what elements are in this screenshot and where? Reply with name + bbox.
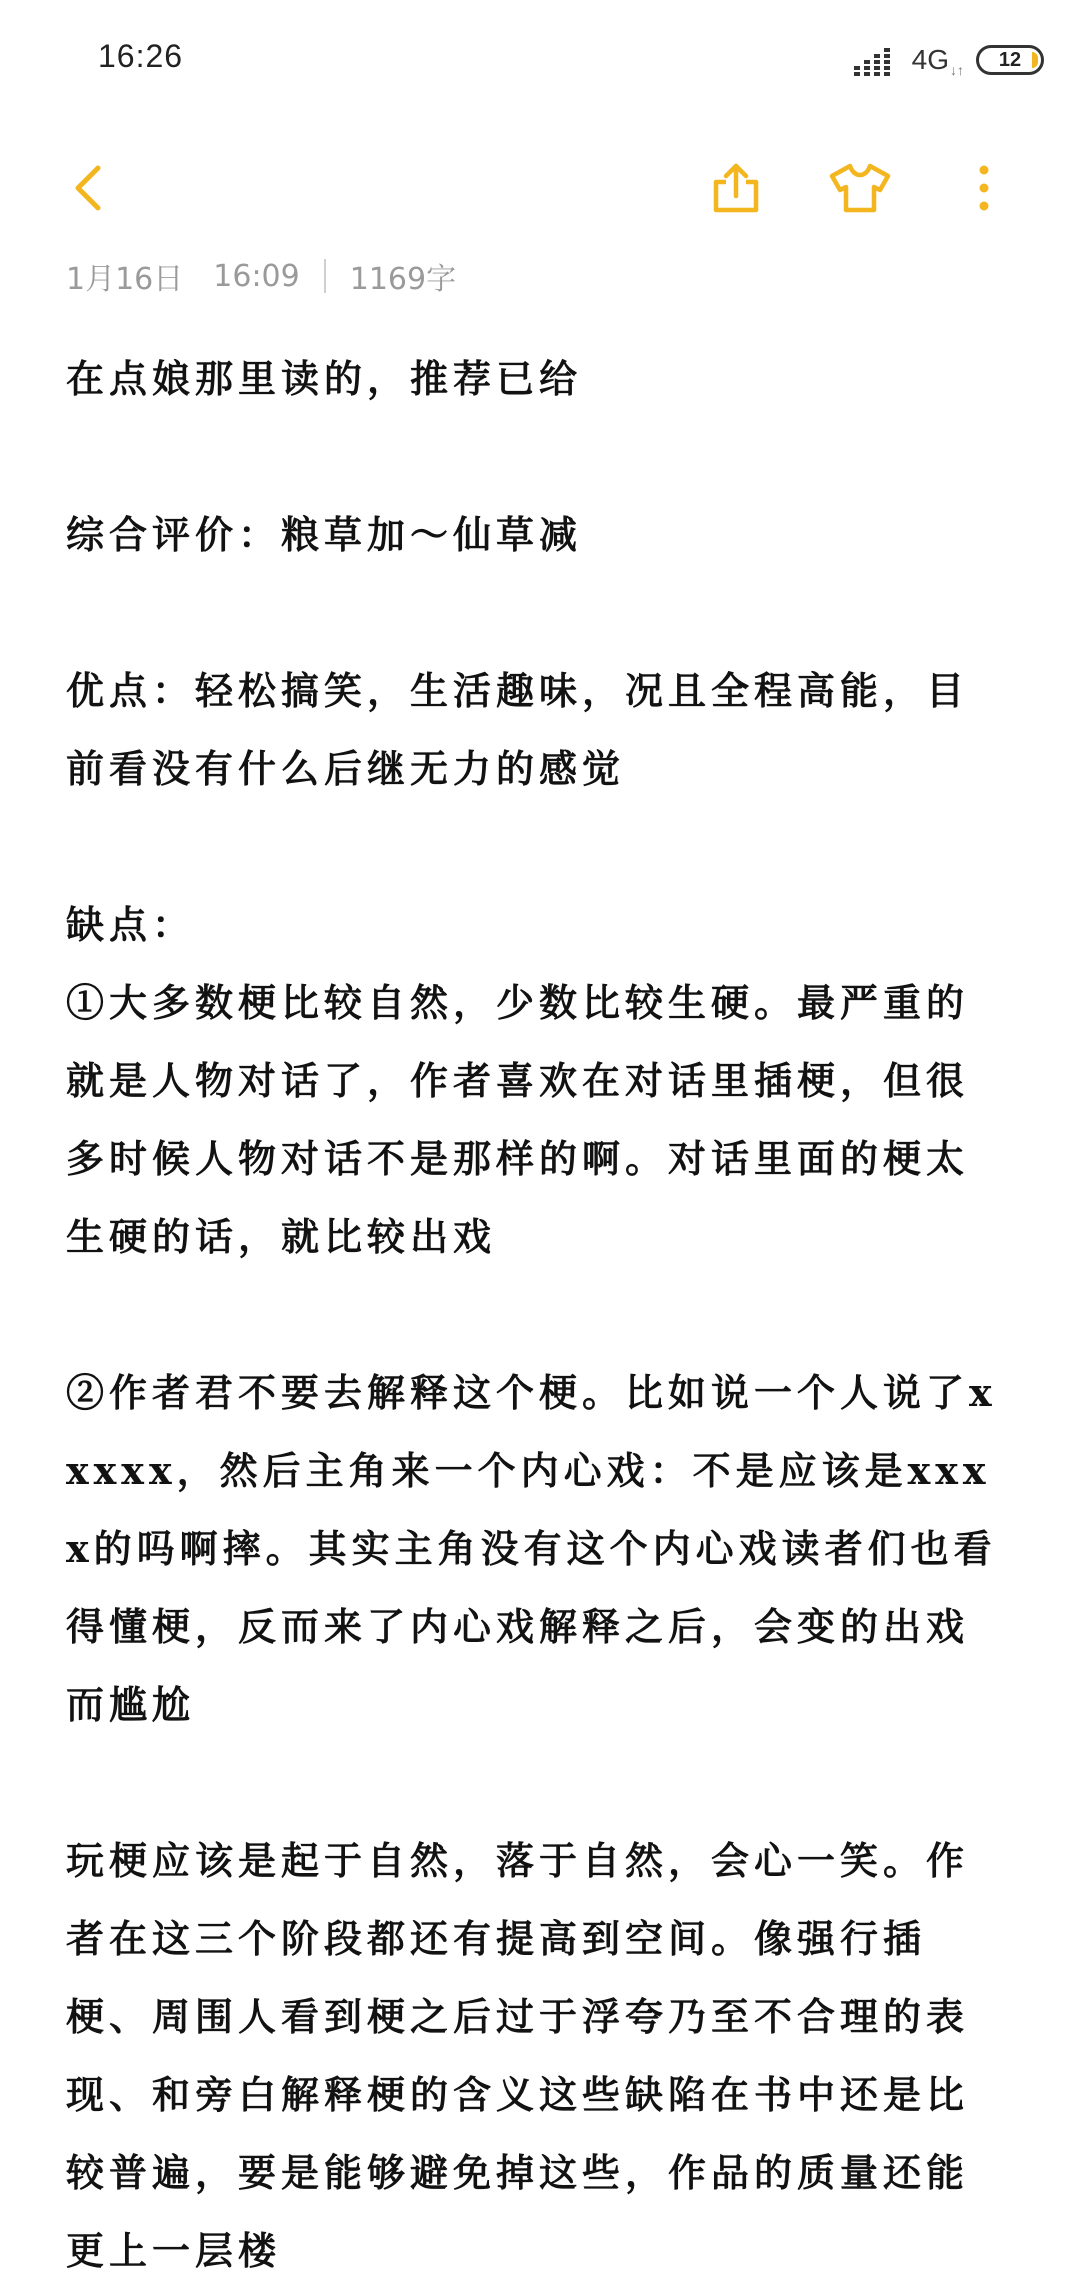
signal-icon [854,44,900,76]
blank-line [66,1276,1006,1354]
chevron-left-icon [64,160,112,216]
meta-divider [324,259,326,293]
battery-fill [1032,52,1038,68]
note-paragraph: ①大多数梗比较自然，少数比较生硬。最严重的就是人物对话了，作者喜欢在对话里插梗，但很多时候人物对话不是那样的啊。对话里面的梗太生硬的话，就比较出戏 [66,980,970,1259]
note-toolbar [0,140,1080,236]
note-paragraph: 在点娘那里读的，推荐已给 [66,356,583,401]
status-bar [0,0,1080,120]
note-paragraph: 优点：轻松搞笑，生活趣味，况且全程高能，目前看没有什么后继无力的感觉 [66,668,970,791]
battery-icon [976,45,1044,75]
blank-line [66,1744,1006,1822]
more-vertical-icon [974,160,994,216]
note-date: 1月16日 [66,262,184,297]
network-type [912,44,964,76]
note-paragraph: 缺点： [66,902,196,947]
blank-line [66,808,1006,886]
share-button[interactable] [688,140,784,236]
battery-level: 12 [998,48,1022,71]
network-label: 4G [911,44,949,75]
shirt-icon [828,160,892,216]
note-content[interactable] [66,340,1006,2290]
more-button[interactable] [936,140,1032,236]
note-paragraph: 综合评价：粮草加～仙草减 [66,512,583,557]
share-icon [708,160,764,216]
blank-line [66,574,1006,652]
theme-button[interactable] [812,140,908,236]
note-meta [66,256,456,296]
note-paragraph: 玩梗应该是起于自然，落于自然，会心一笑。作者在这三个阶段都还有提高到空间。像强行插梗、周围人看到梗之后过于浮夸乃至不合理的表现、和旁白解释梗的含义这些缺陷在书中还是比较普遍，要是能够避免掉这些，作品的质量还能更上一层楼 [66,1838,970,2273]
word-count: 1169字 [349,262,457,297]
status-time: 16:26 [98,38,184,74]
status-icons [854,40,1044,80]
note-time: 16:09 [213,258,300,294]
data-activity-icon: ↓↑ [950,62,964,78]
note-paragraph: ②作者君不要去解释这个梗。比如说一个人说了xxxxx，然后主角来一个内心戏：不是应该是xxxx的吗啊摔。其实主角没有这个内心戏读者们也看得懂梗，反而来了内心戏解释之后，会变的出戏而尴尬 [66,1370,997,1727]
blank-line [66,418,1006,496]
back-button[interactable] [40,140,136,236]
